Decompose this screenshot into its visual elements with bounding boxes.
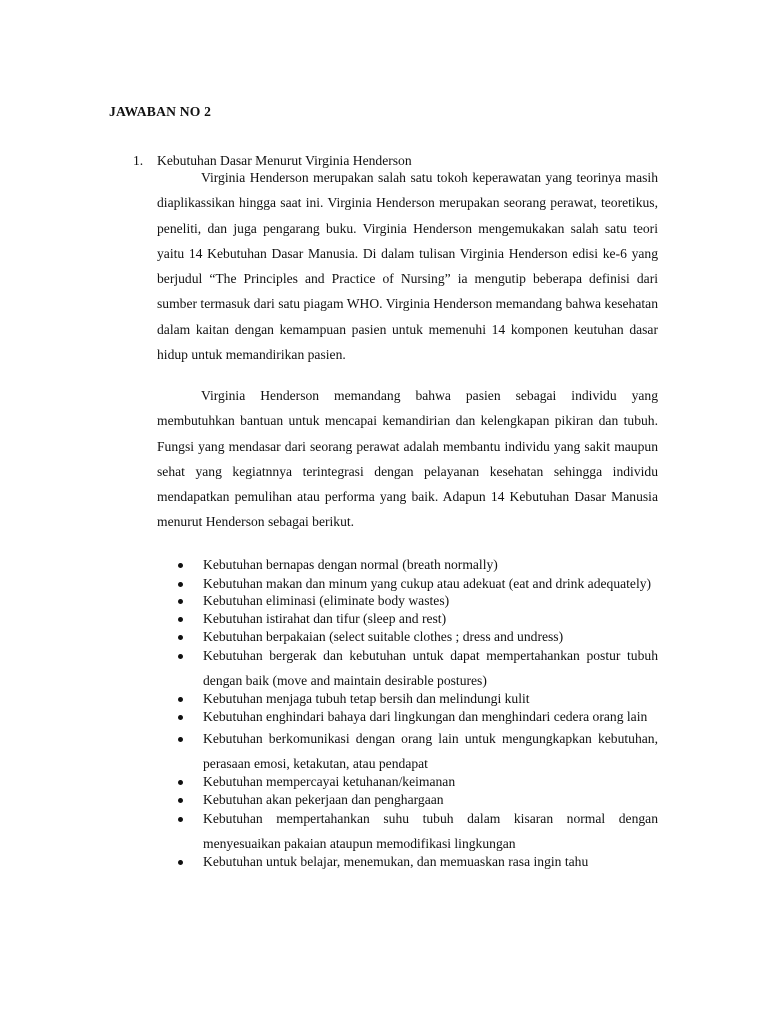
bullet-icon	[178, 617, 183, 622]
list-item: Kebutuhan makan dan minum yang cukup atau adekuat (eat and drink adequately)	[157, 571, 658, 597]
list-item: Kebutuhan mempertahankan suhu tubuh dalam kisaran normal dengan menyesuaikan pakaian ataupun memodifikasi lingkungan	[157, 806, 658, 857]
answer-heading: JAWABAN NO 2	[109, 104, 212, 119]
list-item: Kebutuhan istirahat dan tifur (sleep and rest)	[157, 610, 658, 628]
paragraph-henderson-view: Virginia Henderson memandang bahwa pasien sebagai individu yang membutuhkan bantuan untuk mencapai kemandirian dan kelengkapan pikiran dan tubuh. Fungsi yang mendasar dari seorang perawat adalah membantu individu yang sakit maupun sehat yang kegiatnnya terintegrasi dengan pelayanan kesehatan sehingga individu mendapatkan pemulihan atau performa yang baik. Adapun 14 Kebutuhan Dasar Manusia menurut Henderson sebagai berikut.	[157, 388, 658, 530]
bullet-icon	[178, 860, 183, 865]
section-number: 1.	[133, 153, 144, 168]
bullet-icon	[178, 780, 183, 785]
bullet-icon	[178, 599, 183, 604]
bullet-icon	[178, 817, 183, 822]
list-item: Kebutuhan akan pekerjaan dan penghargaan	[157, 791, 658, 809]
list-item: Kebutuhan enghindari bahaya dari lingkungan dan menghindari cedera orang lain	[157, 704, 658, 730]
bullet-icon	[178, 582, 183, 587]
section-title-text: Kebutuhan Dasar Menurut Virginia Henderson	[157, 153, 412, 168]
list-item: Kebutuhan berpakaian (select suitable clothes ; dress and undress)	[157, 628, 658, 646]
bullet-icon	[178, 654, 183, 659]
bullet-icon	[178, 737, 183, 742]
bullet-icon	[178, 798, 183, 803]
bullet-icon	[178, 715, 183, 720]
bullet-icon	[178, 697, 183, 702]
basic-needs-list	[157, 556, 658, 870]
list-item: Kebutuhan bernapas dengan normal (breath normally)	[157, 556, 658, 574]
paragraph-henderson-intro: Virginia Henderson merupakan salah satu tokoh keperawatan yang teorinya masih diaplikassikan hingga saat ini. Virginia Henderson merupakan seorang perawat, teoretikus, peneliti, dan juga pengarang buku. Virginia Henderson mengemukakan salah satu teori yaitu 14 Kebutuhan Dasar Manusia. Di dalam tulisan Virginia Henderson edisi ke-6 yang berjudul “The Principles and Practice of Nursing” ia mengutip beberapa definisi dari sumber termasuk dari satu piagam WHO. Virginia Henderson memandang bahwa kesehatan dalam kaitan dengan kemampuan pasien untuk memenuhi 14 komponen keutuhan dasar hidup untuk memandirikan pasien.	[157, 170, 658, 363]
list-item: Kebutuhan berkomunikasi dengan orang lain untuk mengungkapkan kebutuhan, perasaan emosi, ketakutan, atau pendapat	[157, 726, 658, 777]
bullet-icon	[178, 635, 183, 640]
list-item: Kebutuhan eliminasi (eliminate body wastes)	[157, 592, 658, 610]
list-item: Kebutuhan untuk belajar, menemukan, dan memuaskan rasa ingin tahu	[157, 853, 658, 871]
bullet-icon	[178, 563, 183, 568]
list-item: Kebutuhan bergerak dan kebutuhan untuk dapat mempertahankan postur tubuh dengan baik (move and maintain desirable postures)	[157, 643, 658, 694]
list-item: Kebutuhan menjaga tubuh tetap bersih dan melindungi kulit	[157, 690, 658, 708]
list-item: Kebutuhan mempercayai ketuhanan/keimanan	[157, 773, 658, 791]
